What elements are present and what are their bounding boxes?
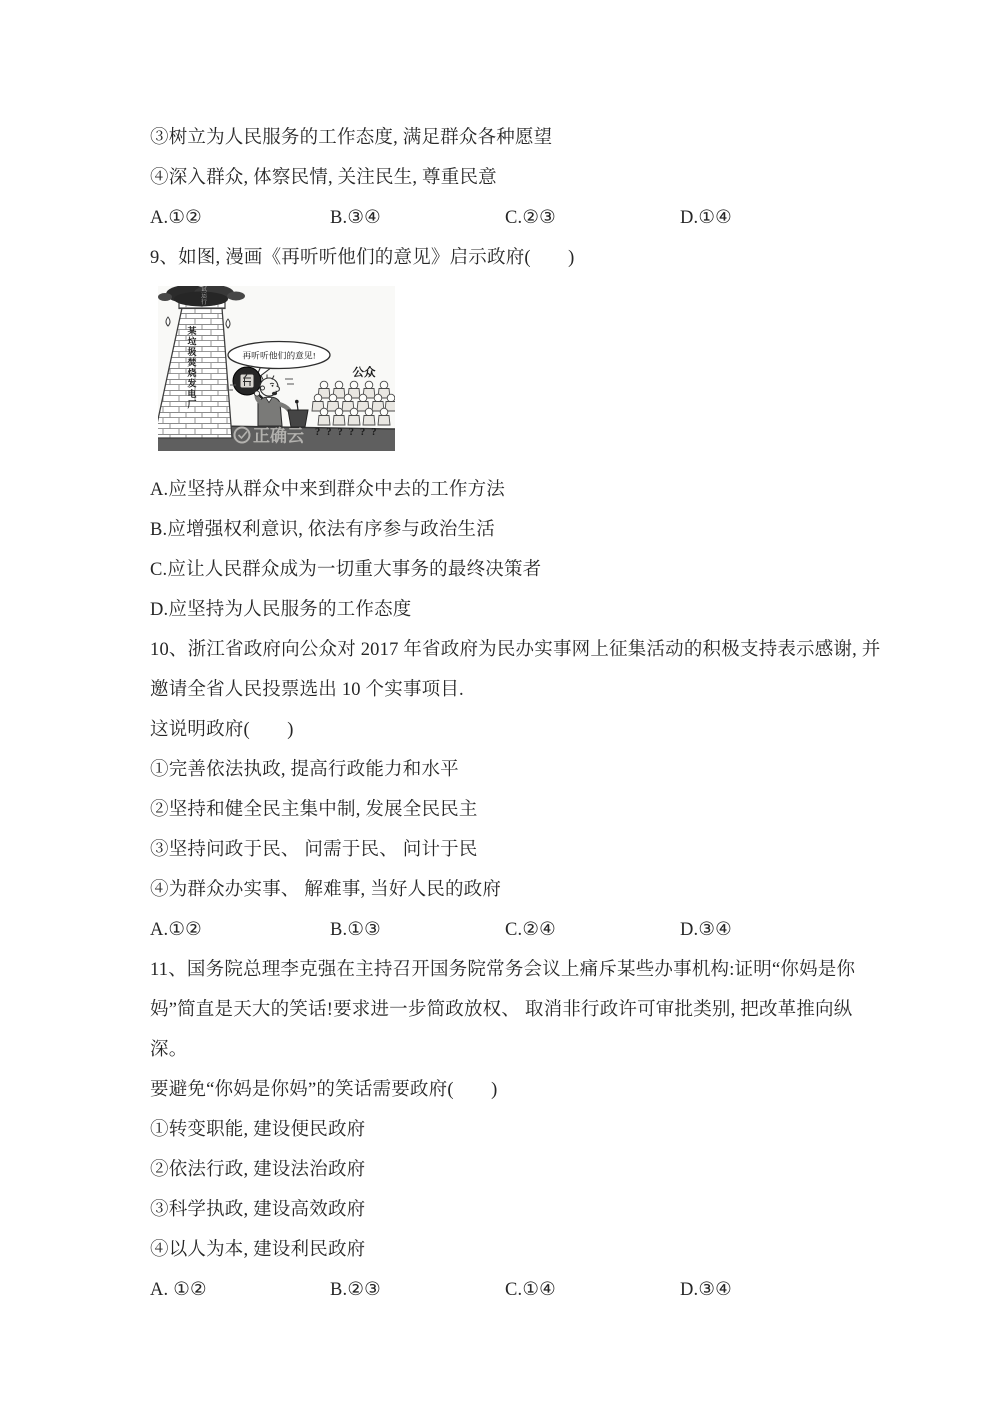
q11-choice-c: C.①④ (505, 1280, 556, 1300)
mouth (272, 392, 277, 396)
q10-statement-4: ④为群众办实事、 解难事, 当好人民的政府 (150, 880, 502, 900)
eye (272, 385, 274, 387)
q10-choice-a: A.①② (150, 920, 202, 940)
q11-statement-2: ②依法行政, 建设法治政府 (150, 1160, 366, 1180)
q10-choice-c: C.②④ (505, 920, 556, 940)
crowd-label: 公众 (352, 367, 376, 379)
q10-stem-line1: 10、浙江省政府向公众对 2017 年省政府为民办实事网上征集活动的积极支持表示感谢, 并 (150, 640, 881, 660)
q11-stem-line4: 要避免“你妈是你妈”的笑话需要政府( ) (150, 1080, 498, 1100)
q11-choice-a: A. ①② (150, 1280, 207, 1300)
q8-choice-d: D.①④ (680, 208, 732, 228)
q10-statement-1: ①完善依法执政, 提高行政能力和水平 (150, 760, 459, 780)
q8-choice-row (150, 198, 862, 238)
q8-choice-a: A.①② (150, 208, 202, 228)
page-content (150, 118, 881, 1310)
speech-bubble-text: 再听听他们的意见! (242, 350, 316, 361)
q10-choice-d: D.③④ (680, 920, 732, 940)
sweat-drop-right (226, 319, 230, 328)
q10-statement-2: ②坚持和健全民主集中制, 发展全民民主 (150, 800, 478, 820)
q10-statement-3: ③坚持问政于民、 问需于民、 问计于民 (150, 840, 478, 860)
q11-stem-line3: 深。 (150, 1040, 188, 1060)
q9-stem: 9、如图, 漫画《再听听他们的意见》启示政府( ) (150, 248, 575, 268)
microphone-icon (295, 400, 299, 404)
sweat-drop-left (166, 317, 170, 326)
q9-option-d: D.应坚持为人民服务的工作态度 (150, 600, 412, 620)
q11-choice-d: D.③④ (680, 1280, 732, 1300)
q11-stem-line2: 妈”简直是天大的笑话!要求进一步简政放权、 取消非行政许可审批类别, 把改革推向纵 (150, 1000, 853, 1020)
q8-choice-c: C.②③ (505, 208, 556, 228)
q10-stem-line3: 这说明政府( ) (150, 720, 294, 740)
q9-option-c: C.应让人民群众成为一切重大事务的最终决策者 (150, 560, 542, 580)
q9-cartoon-image (158, 286, 395, 451)
q10-choice-row (150, 910, 862, 950)
q11-stem-line1: 11、国务院总理李克强在主持召开国务院常务会议上痛斥某些办事机构:证明“你妈是你 (150, 960, 856, 980)
chimney-label: 某垃圾焚烧发电厂 (187, 326, 197, 410)
q11-statement-3: ③科学执政, 建设高效政府 (150, 1200, 366, 1220)
q11-choice-row (150, 1270, 862, 1310)
q11-choice-b: B.②③ (330, 1280, 381, 1300)
question-marks: ?????? (315, 427, 383, 438)
q11-statement-1: ①转变职能, 建设便民政府 (150, 1120, 366, 1140)
q9-option-a: A.应坚持从群众中来到群众中去的工作方法 (150, 480, 505, 500)
q10-stem-line2: 邀请全省人民投票选出 10 个实事项目. (150, 680, 464, 700)
smoke-text: 试运行 (201, 287, 208, 307)
q8-choice-b: B.③④ (330, 208, 381, 228)
q11-statement-4: ④以人为本, 建设利民政府 (150, 1240, 366, 1260)
q9-option-b: B.应增强权利意识, 依法有序参与政治生活 (150, 520, 495, 540)
q8-statement-4: ④深入群众, 体察民情, 关注民生, 尊重民意 (150, 168, 497, 188)
cartoon-svg (158, 286, 395, 451)
q8-statement-3: ③树立为人民服务的工作态度, 满足群众各种愿望 (150, 128, 553, 148)
q10-choice-b: B.①③ (330, 920, 381, 940)
hand (254, 391, 259, 396)
watermark-text: 正确云 (253, 426, 304, 446)
